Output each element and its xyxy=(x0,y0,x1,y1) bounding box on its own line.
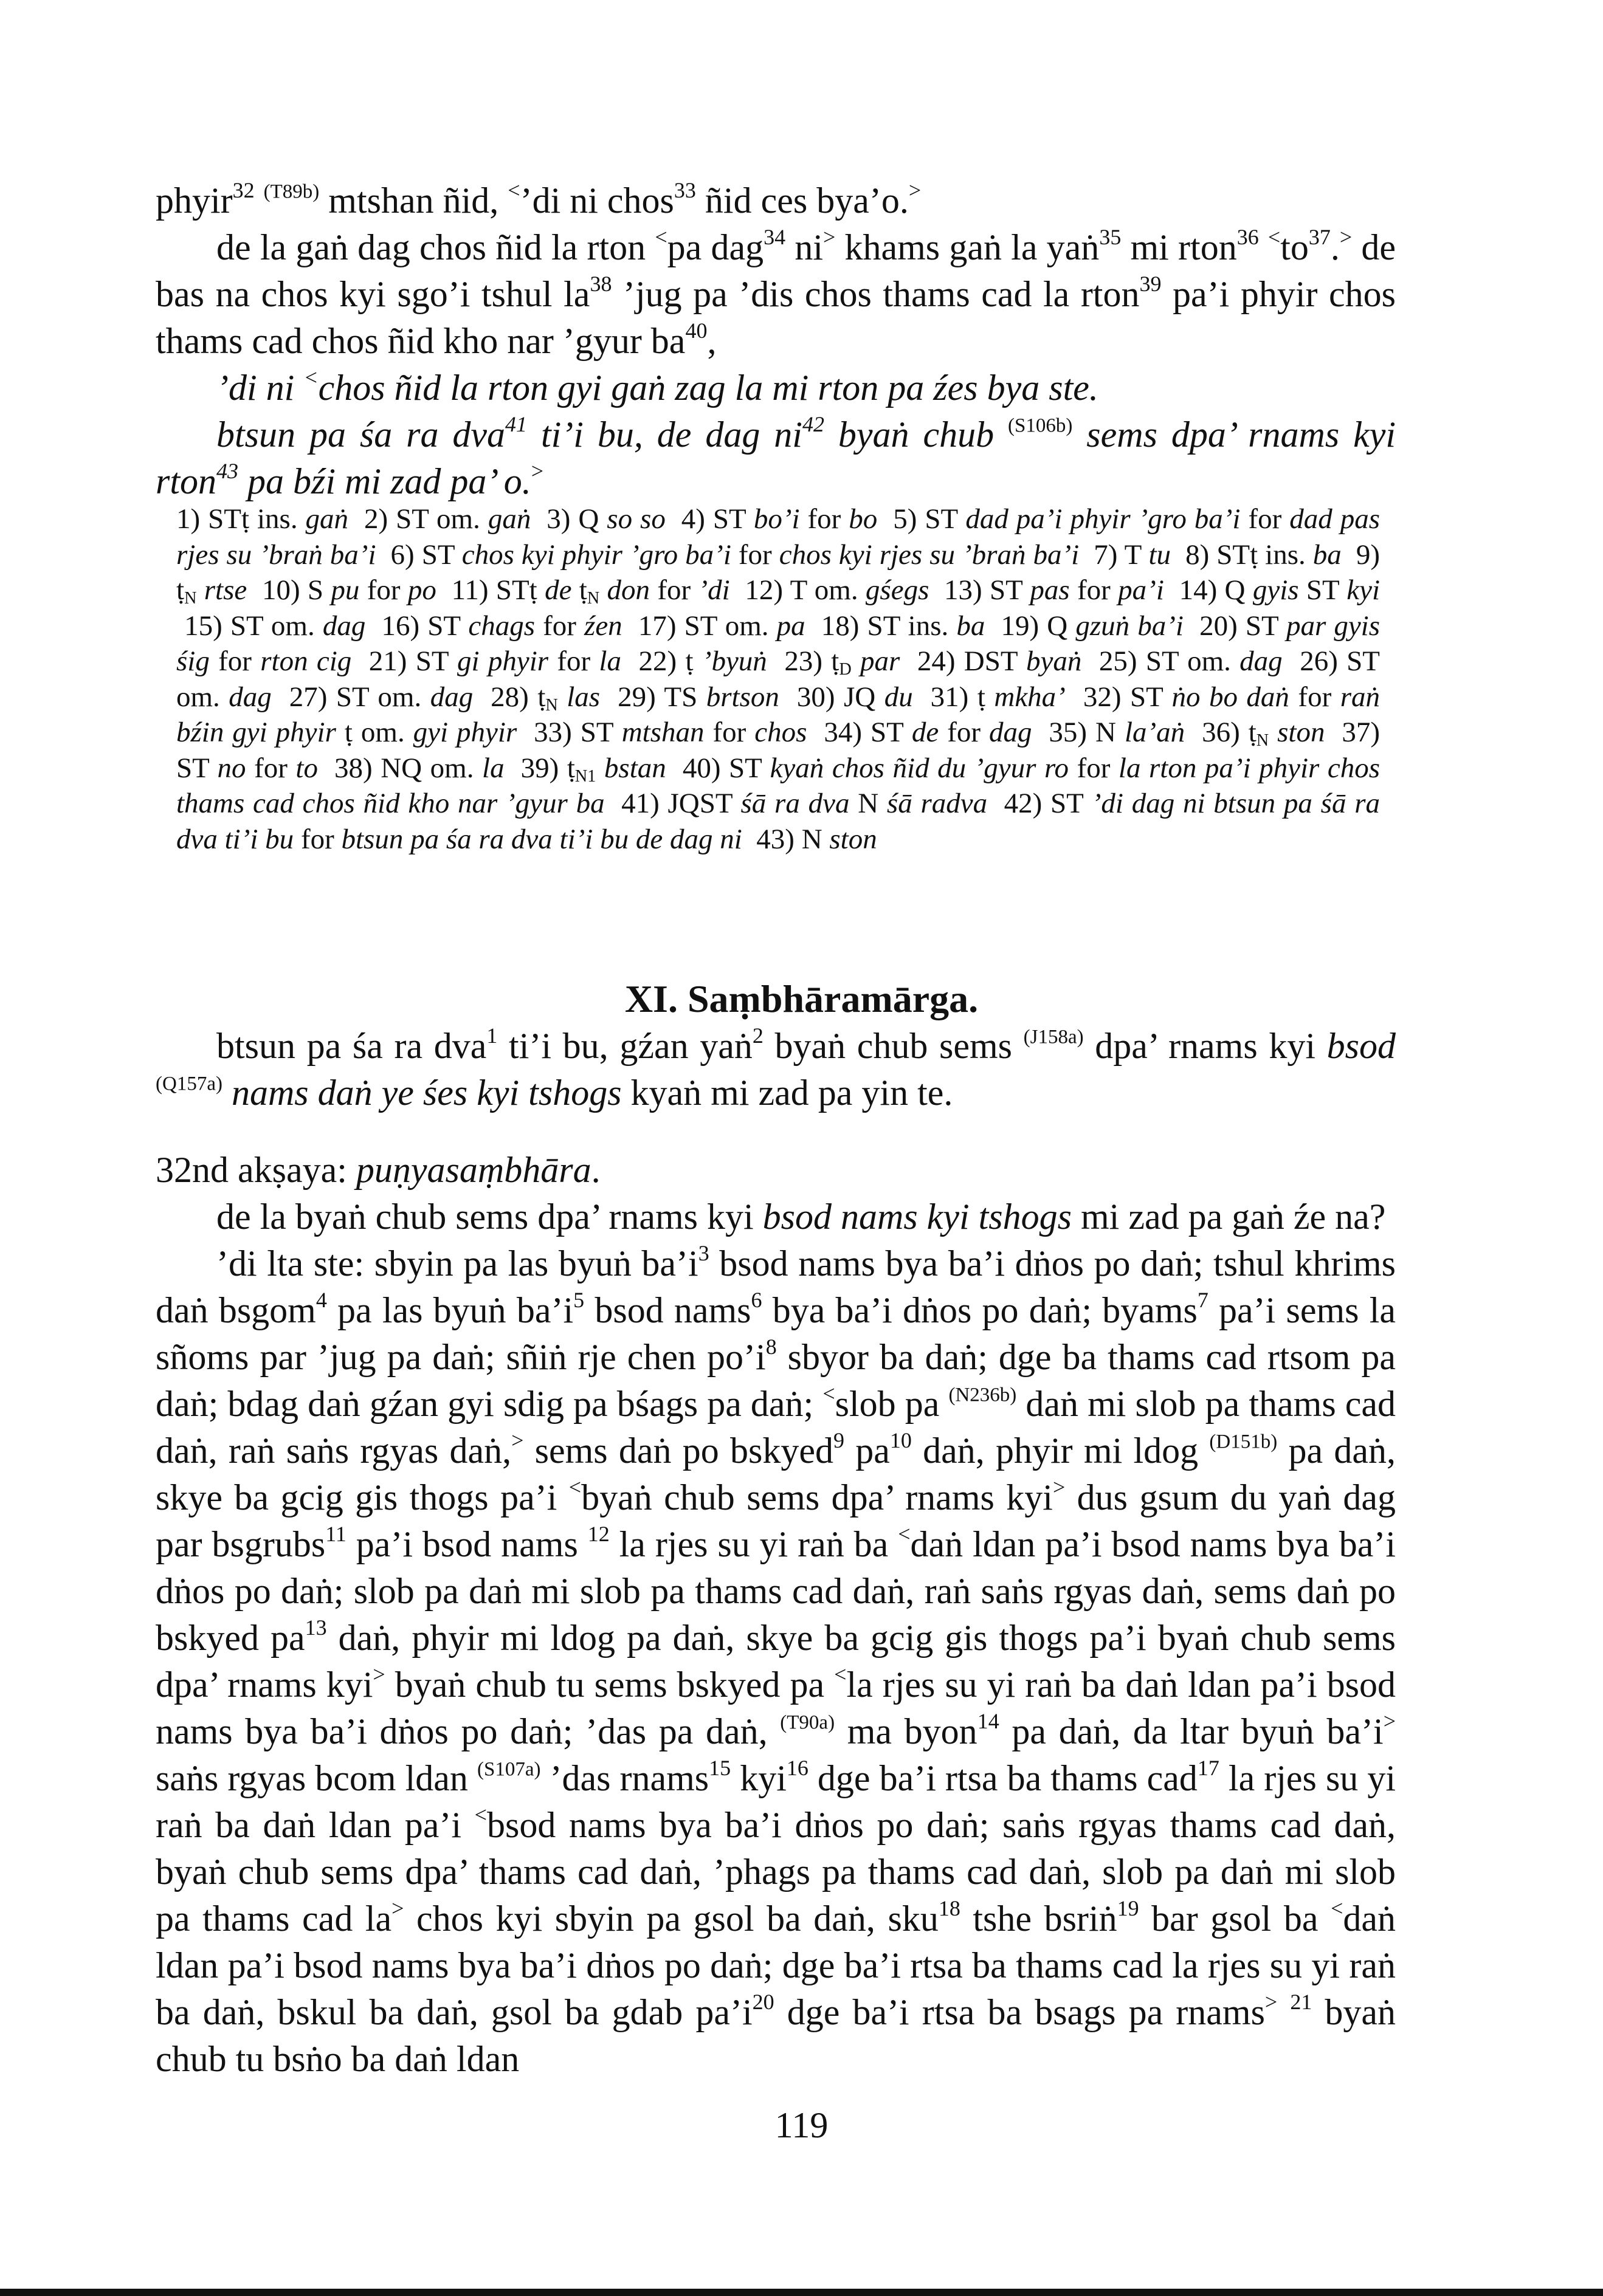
paragraph: ’di ni <chos ñid la rton gyi gaṅ zag la mi rton pa źes bya ste. xyxy=(216,365,1098,408)
page-number: 119 xyxy=(774,2105,829,2145)
footnotes xyxy=(176,501,1380,857)
scan-edge xyxy=(0,2289,1603,2296)
paragraph: ’di lta ste: sbyin pa las byuṅ $ba’i^3$ bsod nams bya ba’i dṅos po daṅ; tshul khrims daṅ bsgom$^4$ pa las byuṅ $ba’i^5$ bsod nams$^6$ bya ba’i dṅos po daṅ; byams$^7$ pa’i sems la sñoms par ’jug pa daṅ; sñiṅ rje chen $po’i^8$ sbyor ba daṅ; dge ba thams cad rtsom pa daṅ; bdag daṅ gźan gyi sdig pa bśags pa daṅ; <slob pa $^{(N236b)}$ daṅ mi slob pa thams cad daṅ, raṅ saṅs rgyas daṅ,> sems daṅ po bskyed$^9$ $pa^{10}$ daṅ, phyir mi ldog $^{(D151b)}$ pa daṅ, skye ba gcig gis thogs pa’i <byaṅ chub sems dpa’ rnams kyi> dus gsum du yaṅ dag par bsgrubs$^{11}$ pa’i bsod nams $^{12}$ la rjes su yi raṅ ba <daṅ ldan pa’i bsod nams bya ba’i dṅos po daṅ; slob pa daṅ mi slob pa thams cad daṅ, raṅ saṅs rgyas daṅ, sems daṅ po bskyed $pa^{13}$ daṅ, phyir mi ldog pa daṅ, skye ba gcig gis thogs pa’i byaṅ chub sems dpa’ rnams kyi> byaṅ chub tu sems bskyed pa <la rjes su yi raṅ ba daṅ ldan pa’i bsod nams bya ba’i dṅos po daṅ; ’das pa daṅ, $^{(T90a)}$ ma byon$^{14}$ pa daṅ, da ltar byuṅ ba’i> saṅs rgyas bcom ldan $^{(S107a)}$ ’das rnams$^{15}$ kyi$^{16}$ dge ba’i rtsa ba thams cad$^{17}$ la rjes su yi raṅ ba daṅ ldan pa’i <bsod nams bya ba’i dṅos po daṅ; saṅs rgyas thams cad daṅ, byaṅ chub sems dpa’ thams cad daṅ, ’phags pa thams cad daṅ, slob pa daṅ mi slob pa thams cad la> chos kyi sbyin pa gsol ba daṅ, sku$^{18}$ tshe bsriṅ$^{19}$ bar gsol ba <daṅ ldan pa’i bsod nams bya ba’i dṅos po daṅ; dge ba’i rtsa ba thams cad la rjes su yi raṅ ba daṅ, bskul ba daṅ, gsol ba gdab $pa’i^{20}$ dge ba’i rtsa ba bsags pa rnams> $^{21}$ byaṅ chub tu bsṅo ba daṅ ldan xyxy=(156,1240,1396,2079)
paragraph: de la gaṅ dag chos ñid la rton <pa dag$^{34}$ ni> khams gaṅ la yaṅ$^{35}$ mi rton$^{36}$ $^<to^{37}.^>$ de bas na chos kyi sgo’i tshul $la^{38}$ ’jug pa ’dis chos thams cad la rton$^{39}$ pa’i phyir chos thams cad chos ñid kho nar ’gyur $ba^{40}$, xyxy=(156,224,1396,361)
paragraph: btsun pa śa ra dva$^{41}$ ti’i bu, de dag $ni^{42}$ byaṅ chub $^{(S106b)}$ sems dpa’ rnams kyi rton$^{43}$ pa bźi mi zad pa’ o.> xyxy=(156,411,1396,501)
paragraph: de la byaṅ chub sems dpa’ rnams kyi bsod nams kyi tshogs mi zad pa gaṅ źe na? xyxy=(216,1197,1386,1237)
footnote-text: 1) STṭ ins. gaṅ 2) ST om. gaṅ 3) Q so so 4) ST bo’i for bo 5) ST dad pa’i phyir ’gro ba’i for dad pas rjes su ’braṅ ba’i 6) ST chos kyi phyir ’gro ba’i for chos kyi rjes su ’braṅ ba’i 7) T tu 8) STṭ ins. ba 9) ṭ$_N$ rtse 10) S pu for po 11) STṭ de ṭ$_N$ don for ’di 12) T om. gśegs 13) ST pas for pa’i 14) Q gyis ST kyi 15) ST om. dag 16) ST chags for źen 17) ST om. pa 18) ST ins. ba 19) Q gzuṅ ba’i 20) ST par gyis śig for rton cig 21) ST gi phyir for la 22) ṭ ’byuṅ 23) ṭ$_D$ par 24) DST byaṅ 25) ST om. dag 26) ST om. dag 27) ST om. dag 28) ṭ$_N$ las 29) TS brtson 30) JQ du 31) ṭ mkha’ 32) ST ṅo bo daṅ for raṅ bźin gyi phyir ṭ om. gyi phyir 33) ST mtshan for chos 34) ST de for dag 35) N la’aṅ 36) ṭ$_N$ ston 37) ST no for to 38) NQ om. la 39) ṭ$_{N1}$ bstan 40) ST kyaṅ chos ñid du ’gyur ro for la rton pa’i phyir chos thams cad chos ñid kho nar ’gyur ba 41) JQST śā ra dva N śā radva 42) ST ’di dag ni btsun pa śā ra dva ti’i bu for btsun pa śa ra dva ti’i bu de dag ni 43) N ston xyxy=(176,503,1381,855)
text-block-top xyxy=(156,177,1396,505)
paragraph: phyir$^{32}$ $^{(T89b)}$ mtshan ñid, <’di ni chos$^{33}$ ñid ces bya’o.> xyxy=(156,177,922,221)
text-block-bottom xyxy=(156,1023,1396,2083)
section-heading: XI. Saṃbhāramārga. xyxy=(624,977,979,1020)
subsection-heading: 32nd akṣaya: puṇyasaṃbhāra. xyxy=(156,1150,601,1190)
paragraph: btsun pa śa ra dva$^1$ ti’i bu, gźan yaṅ$^2$ byaṅ chub sems $^{(J158a)}$ dpa’ rnams kyi bsod $^{(Q157a)}$ nams daṅ ye śes kyi tshogs kyaṅ mi zad pa yin te. xyxy=(156,1023,1396,1113)
